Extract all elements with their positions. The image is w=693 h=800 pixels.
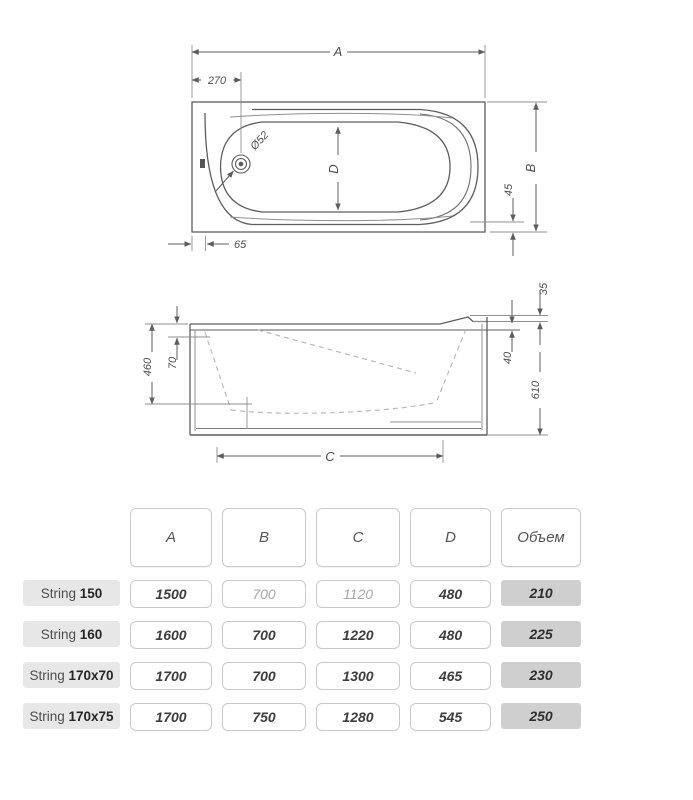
dim-label-45: 45 <box>503 183 515 197</box>
cell-volume: 230 <box>501 662 581 688</box>
dim-label-d: D <box>326 164 341 174</box>
column-header-a: A <box>130 508 212 567</box>
cell-c: 1280 <box>316 703 400 731</box>
cell-c: 1300 <box>316 662 400 690</box>
cell-b: 750 <box>222 703 306 731</box>
dim-460-references <box>145 324 252 404</box>
model-name: String <box>29 667 69 683</box>
column-header-b: B <box>222 508 306 567</box>
cell-a: 1600 <box>130 621 212 649</box>
cell-d: 545 <box>410 703 491 731</box>
cell-a: 1700 <box>130 662 212 690</box>
dim-label-a: A <box>333 44 343 59</box>
cell-a: 1500 <box>130 580 212 608</box>
cell-d: 480 <box>410 580 491 608</box>
overflow-mark <box>200 159 205 168</box>
dim-label-65: 65 <box>234 239 247 251</box>
cell-b: 700 <box>222 580 306 608</box>
cell-c: 1120 <box>316 580 400 608</box>
cell-volume: 250 <box>501 703 581 729</box>
row-label <box>23 580 120 606</box>
dim-label-b: B <box>523 163 538 173</box>
cell-d: 465 <box>410 662 491 690</box>
dim-label-40: 40 <box>502 351 514 365</box>
dim-label-70: 70 <box>167 356 179 370</box>
dim-b-extensions <box>487 102 547 232</box>
column-header-d: D <box>410 508 491 567</box>
dim-label-c: C <box>325 449 335 464</box>
column-header-c: C <box>316 508 400 567</box>
dim-label-460: 460 <box>142 357 154 377</box>
dim-label-270: 270 <box>207 75 227 87</box>
rim-contour-top <box>230 113 452 118</box>
dim-label-610: 610 <box>530 380 542 400</box>
row-label <box>23 703 120 729</box>
dim-65-extensions <box>192 236 206 251</box>
spec-table <box>23 508 623 731</box>
model-size: 170x75 <box>68 708 114 724</box>
drain-icon <box>232 155 250 173</box>
model-size: 160 <box>79 626 103 642</box>
side-rim-extensions-right <box>470 316 548 322</box>
row-label <box>23 621 120 647</box>
model-size: 170x70 <box>68 667 114 683</box>
column-header-volume: Объем <box>501 508 581 567</box>
side-view <box>145 291 548 463</box>
cell-b: 700 <box>222 621 306 649</box>
header-spacer <box>23 508 120 565</box>
dim-label-drain-diameter: Ø52 <box>248 129 272 153</box>
model-name: String <box>40 585 80 601</box>
model-name: String <box>40 626 80 642</box>
cell-d: 480 <box>410 621 491 649</box>
row-label <box>23 662 120 688</box>
cell-volume: 210 <box>501 580 581 606</box>
cell-b: 700 <box>222 662 306 690</box>
dim-label-35: 35 <box>538 282 550 296</box>
model-name: String <box>29 708 69 724</box>
model-size: 150 <box>79 585 103 601</box>
cell-c: 1220 <box>316 621 400 649</box>
cell-volume: 225 <box>501 621 581 647</box>
side-rim-profile <box>190 317 487 324</box>
rim-contour-bottom <box>230 216 452 221</box>
cell-a: 1700 <box>130 703 212 731</box>
interior-profile-dashed <box>205 329 466 413</box>
